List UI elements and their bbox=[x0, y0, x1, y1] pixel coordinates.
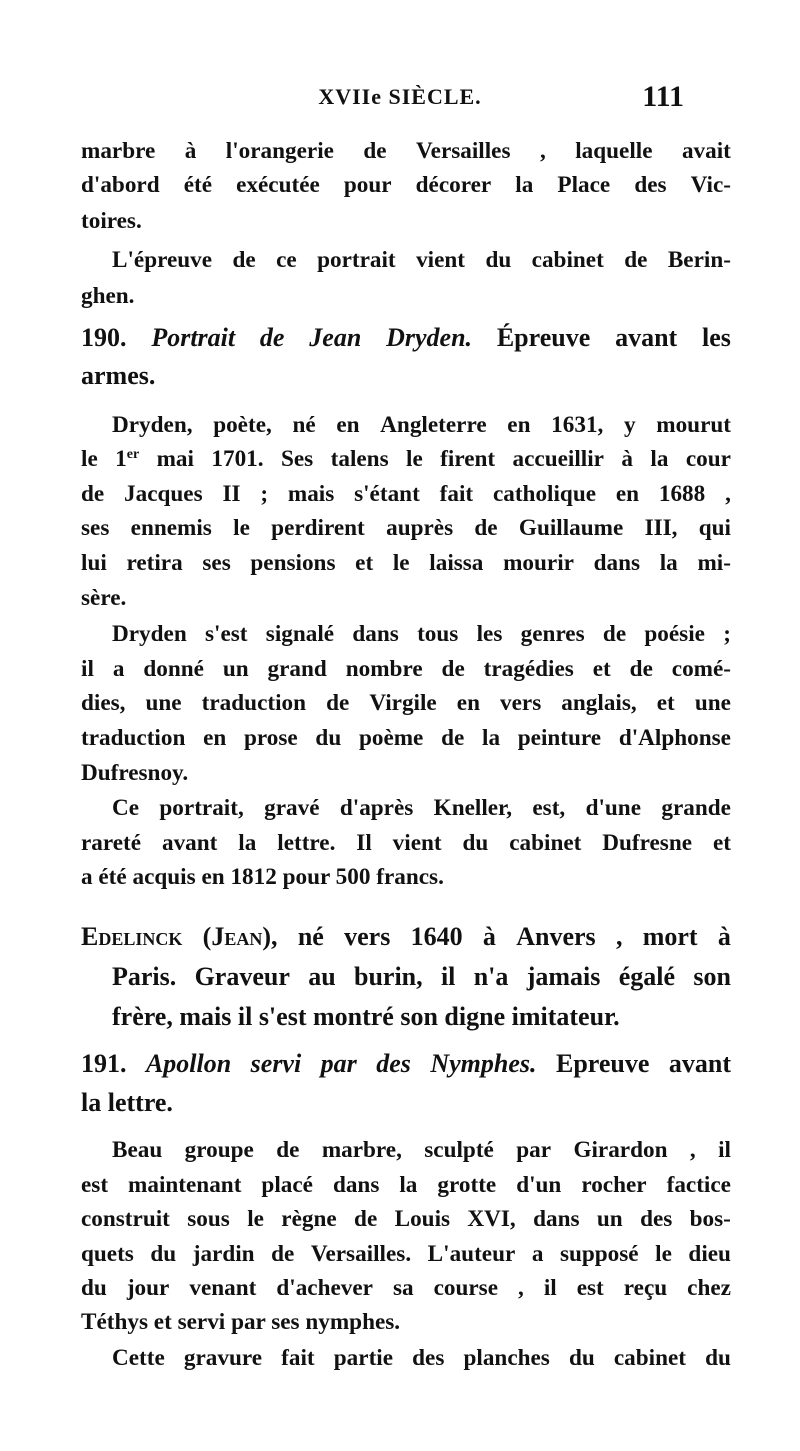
text-line bbox=[112, 412, 731, 439]
word: lui bbox=[81, 550, 107, 576]
word: et bbox=[355, 550, 374, 576]
word: de bbox=[629, 656, 653, 682]
word: jamais bbox=[526, 962, 601, 991]
word: du bbox=[705, 1345, 731, 1371]
word: laquelle bbox=[575, 138, 653, 164]
text-line bbox=[112, 1345, 731, 1372]
word: cabinet bbox=[509, 830, 582, 856]
word: le bbox=[81, 446, 98, 472]
text-line bbox=[81, 208, 142, 235]
text-line bbox=[81, 446, 731, 473]
word: accueillir bbox=[512, 446, 604, 472]
word: Dryden. bbox=[386, 323, 473, 352]
word: égalé bbox=[618, 962, 676, 991]
word: de bbox=[624, 247, 648, 273]
word: en bbox=[456, 690, 480, 716]
page-number: 111 bbox=[642, 80, 684, 113]
word: été bbox=[183, 172, 213, 198]
word: talens bbox=[330, 446, 389, 472]
text-line bbox=[81, 656, 731, 683]
word: exécutée bbox=[236, 172, 320, 198]
word: Guillaume bbox=[518, 515, 624, 541]
word: Dryden bbox=[112, 621, 187, 647]
word: du bbox=[462, 830, 489, 856]
word: vers bbox=[500, 690, 542, 716]
word: lettre. bbox=[277, 830, 336, 856]
word: la bbox=[659, 550, 678, 576]
word: mai bbox=[156, 446, 194, 472]
word: né bbox=[292, 412, 316, 438]
word: factice bbox=[666, 1172, 731, 1198]
word: firent bbox=[440, 446, 496, 472]
text-line bbox=[81, 481, 731, 508]
word: Paris. bbox=[112, 962, 177, 991]
text-line bbox=[81, 172, 731, 199]
word: ce bbox=[276, 247, 297, 273]
word: Edelinck bbox=[81, 922, 183, 951]
word: en bbox=[201, 864, 225, 890]
word: de bbox=[81, 481, 105, 507]
word: marbre bbox=[81, 138, 156, 164]
word: traduction bbox=[81, 725, 186, 751]
word: par bbox=[320, 1049, 357, 1078]
word: poète, bbox=[213, 412, 272, 438]
word: s'étant bbox=[354, 481, 420, 507]
word: pensions bbox=[250, 550, 336, 576]
text-line bbox=[112, 247, 731, 274]
word: au bbox=[308, 962, 336, 991]
word: sous bbox=[187, 1206, 230, 1232]
word: Epreuve bbox=[555, 1049, 650, 1078]
word: mi- bbox=[697, 550, 731, 576]
word: signalé bbox=[265, 621, 335, 647]
word: Berin- bbox=[667, 247, 731, 273]
word: jardin bbox=[192, 1241, 255, 1267]
text-line bbox=[81, 760, 188, 787]
word: 1701. bbox=[211, 446, 264, 472]
word: pour bbox=[282, 864, 330, 890]
word: une bbox=[145, 690, 182, 716]
word: portrait bbox=[317, 247, 396, 273]
word: par bbox=[516, 1137, 552, 1163]
word: , bbox=[539, 138, 546, 164]
word: par bbox=[231, 1309, 266, 1335]
artist-heading bbox=[112, 962, 731, 992]
word: à bbox=[184, 138, 197, 164]
word: anglais, bbox=[561, 690, 637, 716]
word: course bbox=[433, 1275, 498, 1301]
word: en bbox=[203, 725, 227, 751]
word: des bbox=[634, 172, 667, 198]
word: de bbox=[271, 1241, 295, 1267]
word: peinture bbox=[517, 725, 602, 751]
word: décorer bbox=[415, 172, 492, 198]
word: cabinet bbox=[613, 1345, 687, 1371]
word: groupe bbox=[184, 1137, 254, 1163]
word: à bbox=[621, 446, 633, 472]
word: le bbox=[392, 550, 410, 576]
word: mourut bbox=[656, 412, 731, 438]
running-title: XVIIe SIÈCLE. bbox=[318, 84, 482, 109]
word: il bbox=[81, 656, 94, 682]
word: du bbox=[81, 1275, 107, 1301]
word: mort bbox=[642, 922, 698, 951]
word: Épreuve bbox=[496, 323, 591, 352]
word: Angleterre bbox=[380, 412, 487, 438]
text-line bbox=[81, 1309, 400, 1336]
word: la bbox=[482, 725, 501, 751]
word: grand bbox=[267, 656, 327, 682]
word: laissa bbox=[429, 550, 484, 576]
word: mais bbox=[179, 1002, 232, 1031]
word: s'est bbox=[205, 621, 248, 647]
word: fait bbox=[439, 481, 474, 507]
word: a bbox=[81, 864, 93, 890]
word: Place bbox=[557, 172, 611, 198]
word: toires. bbox=[81, 208, 142, 234]
word: la bbox=[515, 172, 534, 198]
word: maintenant bbox=[128, 1172, 242, 1198]
text-line bbox=[81, 515, 731, 542]
word: vient bbox=[416, 247, 466, 273]
word: 1631, bbox=[551, 412, 604, 438]
word: d'après bbox=[339, 795, 414, 821]
word: de bbox=[602, 621, 627, 647]
word: Nymphes. bbox=[430, 1049, 537, 1078]
word: un bbox=[596, 1206, 623, 1232]
word: partie bbox=[333, 1345, 394, 1371]
artist-heading bbox=[112, 1002, 620, 1032]
word: perdirent bbox=[271, 515, 365, 541]
word: de bbox=[474, 515, 498, 541]
word: sère. bbox=[81, 585, 127, 611]
text-line bbox=[81, 690, 731, 717]
word: ghen. bbox=[81, 283, 135, 309]
word: 1640 bbox=[410, 922, 463, 951]
word: mais bbox=[287, 481, 335, 507]
word: Jacques bbox=[124, 481, 203, 507]
entry-heading bbox=[81, 323, 731, 353]
word: de bbox=[363, 138, 387, 164]
word: l'orangerie bbox=[225, 138, 334, 164]
word: règne bbox=[281, 1206, 337, 1232]
word: jour bbox=[126, 1275, 170, 1301]
word: cour bbox=[685, 446, 731, 472]
word: Graveur bbox=[194, 962, 290, 991]
word: poésie bbox=[644, 621, 705, 647]
text-line bbox=[81, 830, 731, 857]
word: servi bbox=[177, 1309, 226, 1335]
word: Apollon bbox=[145, 1049, 232, 1078]
word: et bbox=[656, 690, 675, 716]
word: acquis bbox=[132, 864, 196, 890]
word: été bbox=[98, 864, 127, 890]
word: chez bbox=[687, 1275, 731, 1301]
word: la bbox=[399, 1172, 418, 1198]
word: qui bbox=[698, 515, 731, 541]
word: servi bbox=[250, 1049, 302, 1078]
word: poème bbox=[358, 725, 424, 751]
word: supposé bbox=[559, 1241, 639, 1267]
running-header bbox=[0, 80, 800, 120]
word: imitateur. bbox=[511, 1002, 620, 1031]
word: grotte bbox=[437, 1172, 497, 1198]
word: à bbox=[717, 922, 731, 951]
word: vers bbox=[344, 922, 391, 951]
word: à bbox=[482, 922, 496, 951]
word: gravure bbox=[183, 1345, 263, 1371]
word: avait bbox=[681, 138, 731, 164]
word: avant bbox=[668, 1049, 731, 1078]
word: rocher bbox=[581, 1172, 647, 1198]
word: ses bbox=[271, 1309, 300, 1335]
word: traduction bbox=[201, 690, 307, 716]
word: les bbox=[476, 621, 503, 647]
entry-heading bbox=[81, 1088, 173, 1118]
word: de bbox=[232, 247, 256, 273]
word: est bbox=[81, 1172, 109, 1198]
word: tous bbox=[417, 621, 459, 647]
word: du bbox=[568, 1345, 595, 1371]
word: son bbox=[400, 1002, 438, 1031]
text-line bbox=[81, 585, 126, 612]
word: marbre, bbox=[321, 1137, 402, 1163]
word: a bbox=[531, 1241, 544, 1267]
word: fait bbox=[281, 1345, 315, 1371]
word: 191. bbox=[81, 1049, 127, 1078]
word: Vic- bbox=[690, 172, 731, 198]
word: Virgile bbox=[369, 690, 437, 716]
word: de bbox=[354, 1206, 378, 1232]
word: Beau bbox=[112, 1137, 163, 1163]
word: d'abord bbox=[81, 172, 160, 198]
word: et bbox=[153, 1309, 172, 1335]
word: avant bbox=[161, 830, 218, 856]
word: il bbox=[718, 1137, 731, 1163]
word: né bbox=[297, 922, 324, 951]
word: armes. bbox=[81, 361, 156, 390]
word: le bbox=[233, 515, 250, 541]
text-line bbox=[81, 1206, 731, 1233]
word: L'épreuve bbox=[112, 247, 213, 273]
word: Téthys bbox=[81, 1309, 148, 1335]
word: des bbox=[640, 1206, 673, 1232]
word: dies, bbox=[81, 690, 126, 716]
word: sculpté bbox=[424, 1137, 494, 1163]
word: Ses bbox=[280, 446, 314, 472]
word: Louis bbox=[394, 1206, 451, 1232]
word: prose bbox=[244, 725, 298, 751]
word: de bbox=[259, 323, 285, 352]
word: L'auteur bbox=[427, 1241, 516, 1267]
word: frère, bbox=[112, 1002, 173, 1031]
word: dans bbox=[593, 550, 641, 576]
word: catholique bbox=[492, 481, 597, 507]
word: le bbox=[247, 1206, 264, 1232]
word: d'Alphonse bbox=[618, 725, 731, 751]
word: mourir bbox=[503, 550, 574, 576]
word: dieu bbox=[688, 1241, 731, 1267]
entry-heading bbox=[81, 361, 155, 391]
word: 1er bbox=[115, 446, 140, 472]
word: une bbox=[694, 690, 731, 716]
word: la bbox=[650, 446, 669, 472]
word: Portrait bbox=[151, 323, 236, 352]
word: Jean bbox=[309, 323, 362, 352]
text-line bbox=[112, 795, 731, 822]
word: construit bbox=[81, 1206, 170, 1232]
word: de bbox=[326, 690, 350, 716]
word: est bbox=[576, 1275, 604, 1301]
word: gravé bbox=[264, 795, 320, 821]
text-line bbox=[81, 1275, 731, 1302]
word: il bbox=[237, 1002, 253, 1031]
word: et bbox=[592, 656, 611, 682]
word: bos- bbox=[689, 1206, 731, 1232]
word: XVI, bbox=[467, 1206, 516, 1232]
text-line bbox=[112, 1137, 731, 1164]
word: auprès bbox=[386, 515, 454, 541]
word: genres bbox=[520, 621, 585, 647]
word: est, bbox=[532, 795, 566, 821]
word: en bbox=[507, 412, 531, 438]
word: tragédies bbox=[483, 656, 574, 682]
word: ennemis bbox=[130, 515, 212, 541]
text-line bbox=[81, 725, 731, 752]
word: , bbox=[518, 1275, 524, 1301]
word: d'une bbox=[585, 795, 641, 821]
word: nombre bbox=[345, 656, 423, 682]
word: quets bbox=[81, 1241, 134, 1267]
word: portrait, bbox=[159, 795, 244, 821]
word: nymphes. bbox=[305, 1309, 401, 1335]
word: ; bbox=[723, 621, 731, 647]
word: de bbox=[276, 1137, 300, 1163]
word: rareté bbox=[81, 830, 142, 856]
word: , bbox=[689, 1137, 696, 1163]
word: dans bbox=[352, 621, 399, 647]
word: de bbox=[441, 656, 465, 682]
word: Versailles bbox=[416, 138, 511, 164]
word: III, bbox=[644, 515, 678, 541]
word: le bbox=[406, 446, 423, 472]
word: Ce bbox=[112, 795, 140, 821]
word: du bbox=[315, 725, 342, 751]
word: son bbox=[693, 962, 731, 991]
word: du bbox=[150, 1241, 177, 1267]
word: 500 bbox=[335, 864, 371, 890]
word: ; bbox=[260, 481, 269, 507]
word: Cette bbox=[112, 1345, 165, 1371]
superscript: er bbox=[126, 447, 140, 462]
text-line bbox=[81, 1172, 731, 1199]
word: le bbox=[655, 1241, 672, 1267]
text-line bbox=[112, 621, 731, 648]
text-line bbox=[81, 138, 731, 165]
word: lettre. bbox=[107, 1088, 173, 1117]
word: il bbox=[543, 1275, 557, 1301]
word: d'achever bbox=[276, 1275, 373, 1301]
word: Girardon bbox=[573, 1137, 668, 1163]
word: de bbox=[441, 725, 465, 751]
word: 1688 bbox=[658, 481, 706, 507]
word: cabinet bbox=[531, 247, 604, 273]
word: planches bbox=[463, 1345, 550, 1371]
word: 190. bbox=[81, 323, 127, 352]
word: retira bbox=[126, 550, 183, 576]
word: en bbox=[615, 481, 640, 507]
word: et bbox=[712, 830, 731, 856]
word: la bbox=[238, 830, 257, 856]
word: Dufresnoy. bbox=[81, 760, 189, 786]
text-line bbox=[81, 550, 731, 577]
word: des bbox=[376, 1049, 411, 1078]
word: comé- bbox=[671, 656, 731, 682]
word: en bbox=[336, 412, 360, 438]
word: n'a bbox=[473, 962, 509, 991]
word: montré bbox=[312, 1002, 394, 1031]
text-line bbox=[81, 283, 134, 310]
text-line bbox=[81, 864, 444, 891]
word: Anvers bbox=[516, 922, 596, 951]
word: (Jean), bbox=[202, 922, 278, 951]
word: pour bbox=[343, 172, 392, 198]
word: du bbox=[485, 247, 512, 273]
word: dans bbox=[332, 1172, 380, 1198]
text-line bbox=[81, 1241, 731, 1268]
word: ses bbox=[81, 515, 110, 541]
word: avant bbox=[615, 323, 678, 352]
word: Dryden, bbox=[112, 412, 193, 438]
word: Versailles. bbox=[310, 1241, 412, 1267]
word: reçu bbox=[623, 1275, 668, 1301]
word: , bbox=[725, 481, 731, 507]
word: sa bbox=[392, 1275, 414, 1301]
word: les bbox=[702, 323, 731, 352]
word: Dufresne bbox=[602, 830, 693, 856]
word: francs. bbox=[376, 864, 444, 890]
word: y bbox=[624, 412, 636, 438]
word: donné bbox=[143, 656, 204, 682]
word: des bbox=[412, 1345, 445, 1371]
word: ses bbox=[202, 550, 231, 576]
word: un bbox=[222, 656, 249, 682]
word: digne bbox=[444, 1002, 506, 1031]
artist-heading bbox=[81, 922, 731, 952]
word: burin, bbox=[353, 962, 423, 991]
entry-heading bbox=[81, 1049, 731, 1079]
word: il bbox=[440, 962, 456, 991]
word: a bbox=[112, 656, 125, 682]
word: s'est bbox=[258, 1002, 307, 1031]
word: vient bbox=[392, 830, 442, 856]
word: II bbox=[222, 481, 241, 507]
word: dans bbox=[533, 1206, 580, 1232]
word: grande bbox=[661, 795, 731, 821]
word: Il bbox=[356, 830, 372, 856]
word: venant bbox=[189, 1275, 257, 1301]
word: la bbox=[81, 1088, 102, 1117]
word: placé bbox=[261, 1172, 313, 1198]
word: d'un bbox=[516, 1172, 562, 1198]
word: Kneller, bbox=[433, 795, 513, 821]
word: , bbox=[615, 922, 623, 951]
word: 1812 bbox=[230, 864, 277, 890]
